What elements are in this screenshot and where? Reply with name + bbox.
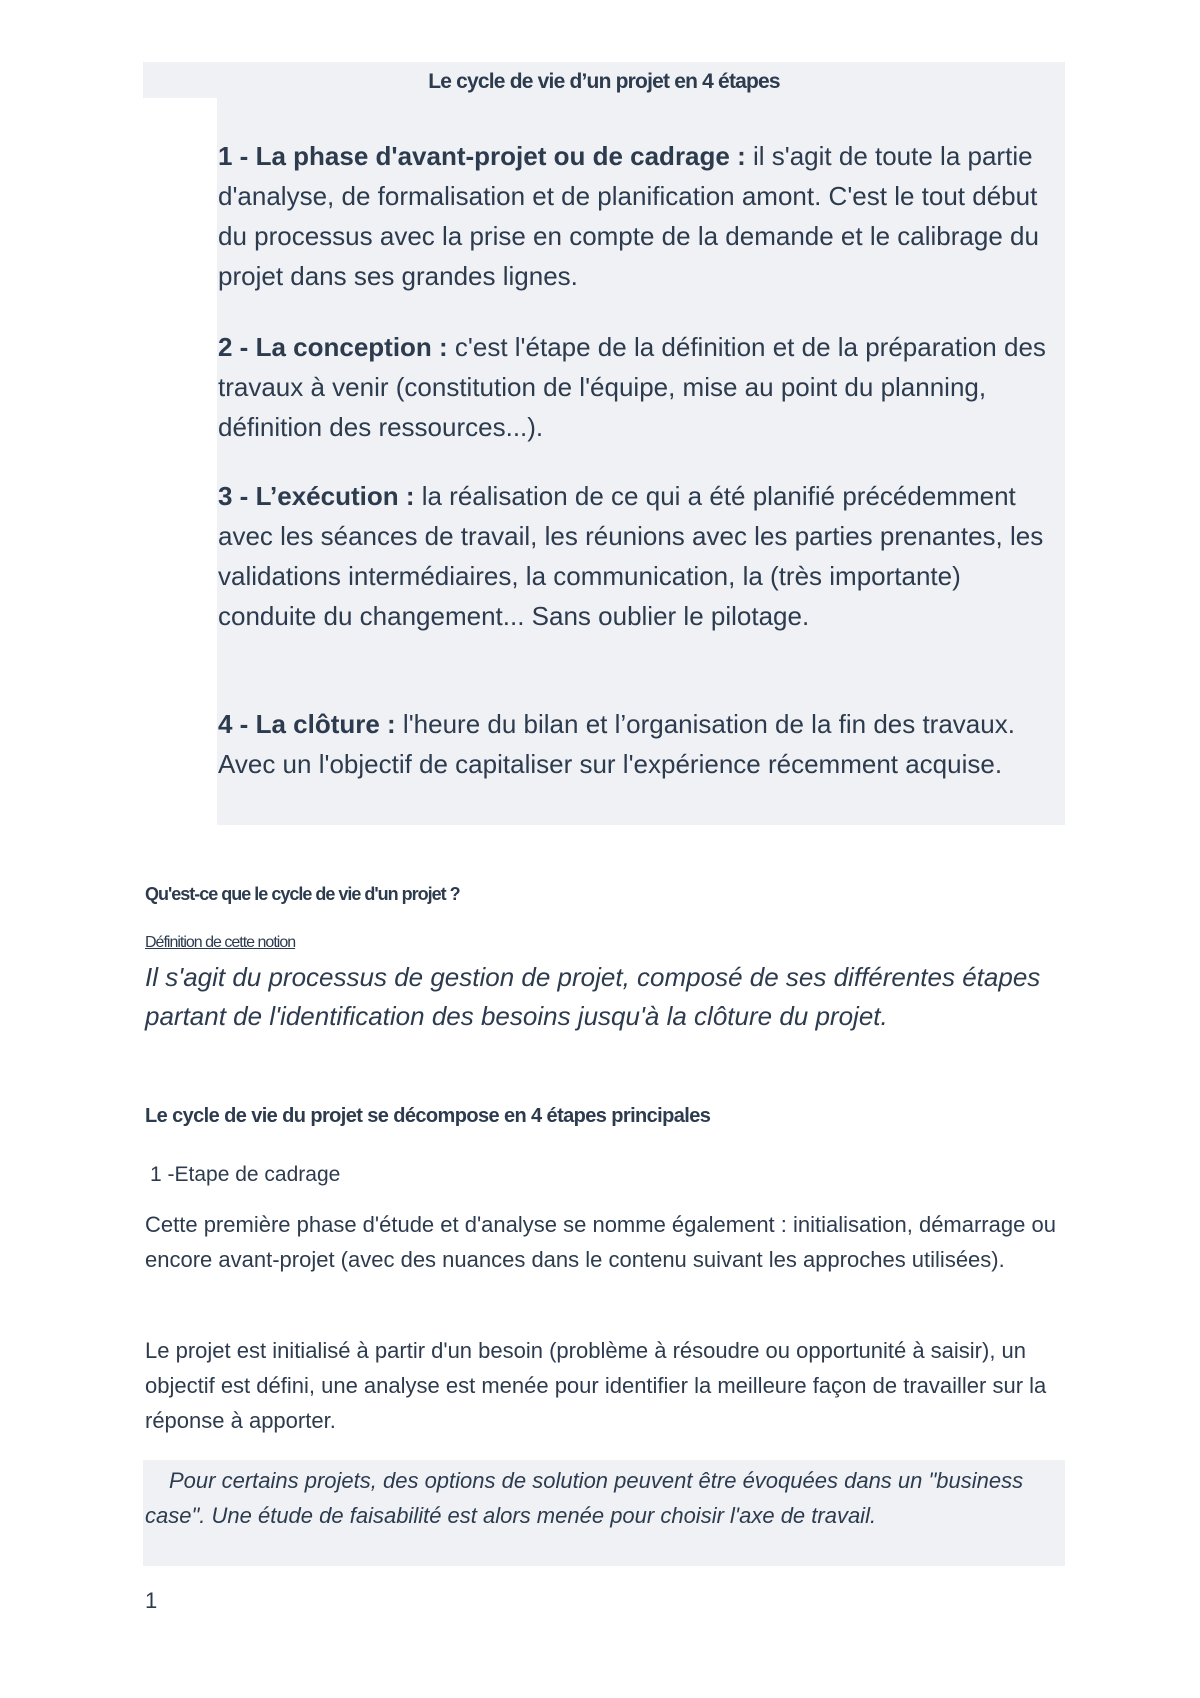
phase-1-text: il s'agit de toute la partie d'analyse, de formalisation et de planification amont. C'est le tout début du processus avec la prise en compte de la demande et le calibrage du projet dans ses grandes lignes. — [218, 141, 1039, 291]
page-title: Le cycle de vie d’un projet en 4 étapes — [428, 70, 780, 93]
phase-3-text: la réalisation de ce qui a été planifié précédemment avec les séances de travail, les réunions avec les parties prenantes, les validations intermédiaires, la communication, la (très importante) conduite du changement... Sans oublier le pilotage. — [218, 481, 1044, 631]
phase-3 — [218, 476, 1060, 636]
phase-2-text: c'est l'étape de la définition et de la préparation des travaux à venir (constitution de l'équipe, mise au point du planning, définition des ressources...). — [218, 332, 1046, 442]
phase-4-text: l'heure du bilan et l’organisation de la fin des travaux. Avec un l'objectif de capitaliser sur l'expérience récemment acquise. — [218, 709, 1015, 779]
phase-3-label: 3 - L’exécution : — [218, 481, 415, 511]
page-number: 1 — [145, 1588, 158, 1613]
phase-2-label: 2 - La conception : — [218, 332, 448, 362]
phase-2 — [218, 327, 1060, 447]
question-heading: Qu'est-ce que le cycle de vie d'un projet ? — [145, 884, 460, 904]
phase-1 — [218, 136, 1060, 296]
phase-4 — [218, 704, 1060, 784]
definition-text: Il s'agit du processus de gestion de projet, composé de ses différentes étapes partant de l'identification des besoins jusqu'à la clôture du projet. — [145, 962, 1041, 1031]
paragraph-1: Cette première phase d'étude et d'analyse se nomme également : initialisation, démarrage ou encore avant-projet (avec des nuances dans le contenu suivant les approches utilisées). — [145, 1212, 1056, 1272]
definition-heading: Définition de cette notion — [145, 934, 296, 951]
paragraph-2: Le projet est initialisé à partir d'un besoin (problème à résoudre ou opportunité à saisir), un objectif est défini, une analyse est menée pour identifier la meilleure façon de travailler sur la réponse à apporter. — [145, 1338, 1047, 1433]
steps-heading: Le cycle de vie du projet se décompose en 4 étapes principales — [145, 1105, 711, 1127]
phase-4-label: 4 - La clôture : — [218, 709, 396, 739]
step-1-heading: 1 -Etape de cadrage — [150, 1163, 341, 1186]
note-text: Pour certains projets, des options de solution peuvent être évoquées dans un "business case". Une étude de faisabilité est alors menée pour choisir l'axe de travail. — [145, 1468, 1024, 1528]
phase-1-label: 1 - La phase d'avant-projet ou de cadrage : — [218, 141, 746, 171]
